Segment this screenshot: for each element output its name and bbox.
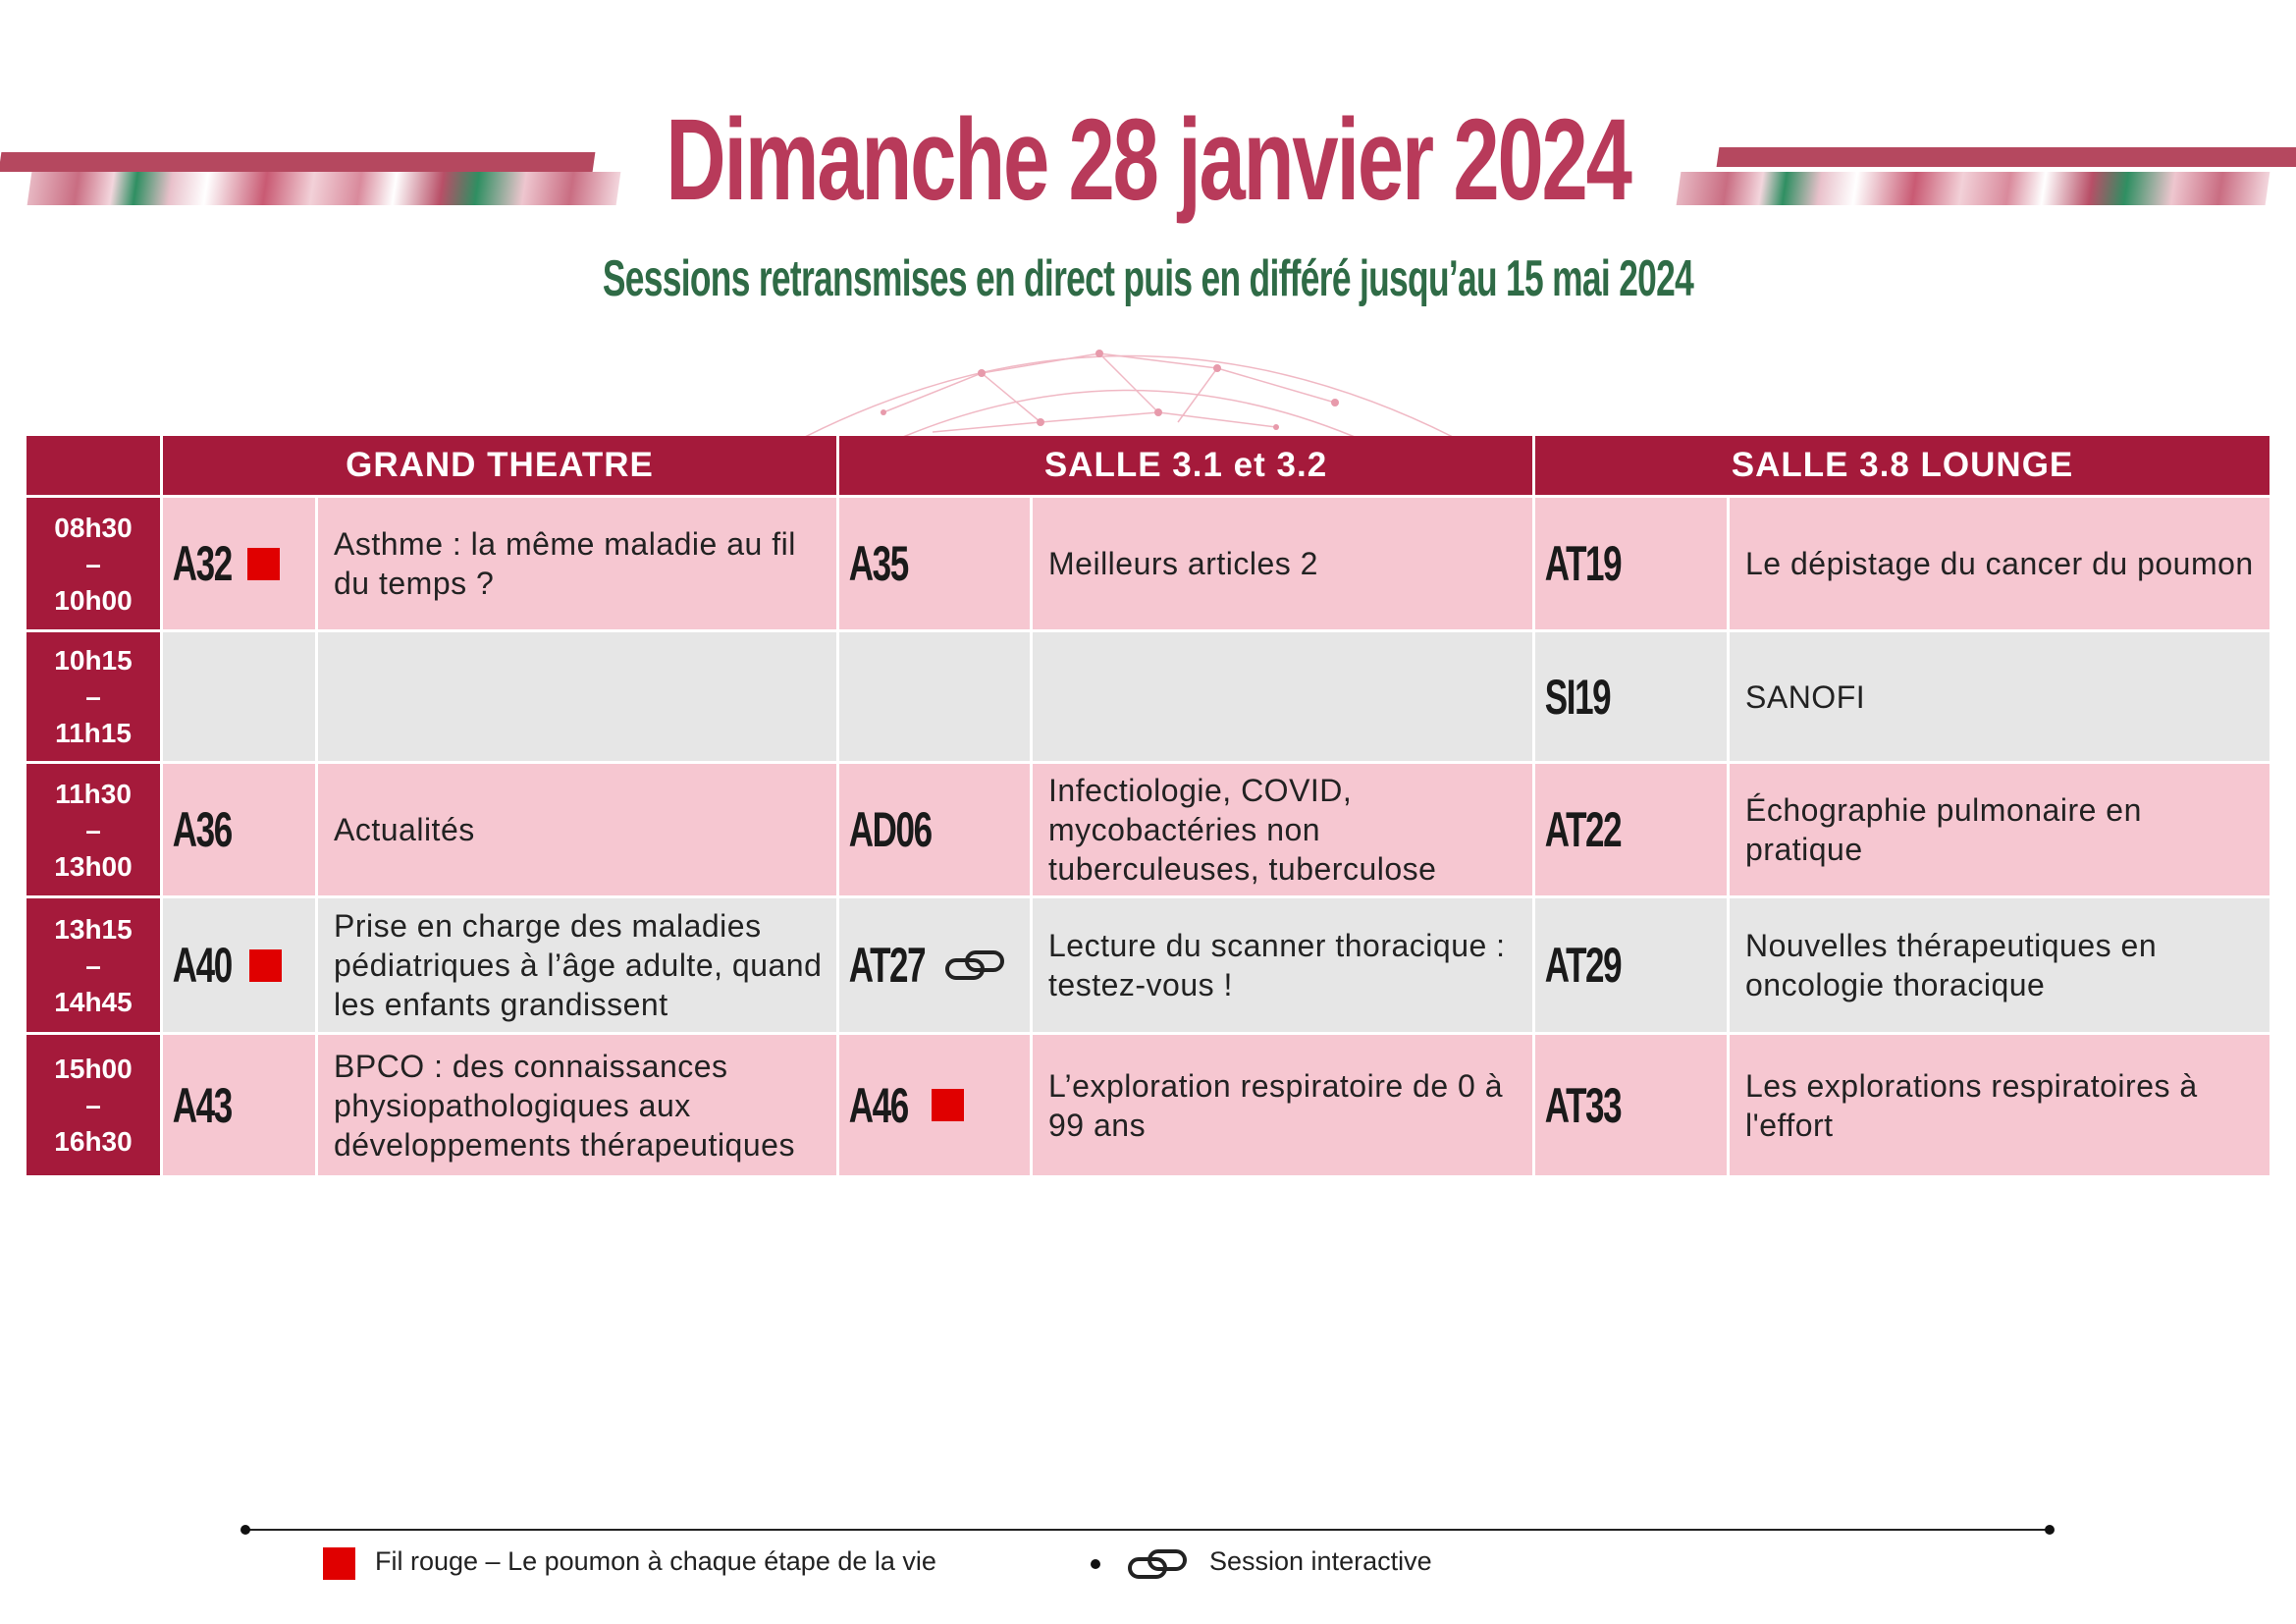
time-end: 13h00 (54, 850, 133, 882)
time-end: 16h30 (54, 1126, 133, 1157)
column-header-salle-3-8: SALLE 3.8 LOUNGE (1535, 436, 2269, 495)
session-title: Actualités (318, 764, 836, 895)
table-row (27, 898, 2269, 1032)
legend-interactive-label: Session interactive (1209, 1546, 1432, 1576)
time-end: 10h00 (54, 584, 133, 616)
fil-rouge-marker-icon (249, 949, 282, 982)
legend-fil-rouge-label: Fil rouge – Le poumon à chaque étape de la vie (375, 1546, 936, 1576)
session-title: BPCO : des connaissances physiopathologiques aux développements thérapeutiques (318, 1035, 836, 1175)
session-code-cell (839, 764, 1030, 895)
session-code-cell (1535, 1035, 1727, 1175)
table-row (27, 1035, 2269, 1175)
fil-rouge-marker-icon (932, 1089, 964, 1121)
session-code: A35 (848, 536, 908, 591)
legend-bullet (1091, 1559, 1100, 1569)
session-code: AT22 (1544, 802, 1622, 857)
column-header-grand-theatre: GRAND THEATRE (163, 436, 836, 495)
session-code-cell (839, 898, 1030, 1032)
session-title (1033, 632, 1532, 761)
legend-fil-rouge-marker-icon (323, 1547, 355, 1580)
time-start: 11h30 (55, 778, 132, 809)
time-separator: – (85, 548, 101, 579)
fil-rouge-marker-icon (247, 548, 280, 580)
time-start: 15h00 (54, 1054, 133, 1084)
session-code: A40 (172, 938, 232, 993)
session-code: A43 (172, 1077, 232, 1133)
session-title: Nouvelles thérapeutiques en oncologie thoracique (1730, 898, 2269, 1032)
time-slot (27, 1035, 160, 1175)
session-code-cell (163, 632, 315, 761)
session-code-cell (1535, 764, 1727, 895)
time-slot (27, 498, 160, 629)
session-code: AD06 (848, 802, 932, 857)
session-title: Échographie pulmonaire en pratique (1730, 764, 2269, 895)
time-separator: – (85, 814, 101, 845)
session-code: AT33 (1544, 1077, 1622, 1133)
session-code-cell (163, 764, 315, 895)
session-code-cell (839, 498, 1030, 629)
session-code: SI19 (1544, 669, 1611, 725)
time-start: 08h30 (54, 512, 133, 543)
session-title: Les explorations respiratoires à l'effort (1730, 1035, 2269, 1175)
legend-divider (245, 1529, 2050, 1531)
time-end: 11h15 (55, 718, 132, 748)
column-header-salle-3-1: SALLE 3.1 et 3.2 (839, 436, 1532, 495)
session-code-cell (839, 1035, 1030, 1175)
header-corner (27, 436, 160, 495)
session-code: A36 (172, 802, 232, 857)
session-code-cell (1535, 632, 1727, 761)
session-code: AT27 (848, 938, 926, 993)
legend-divider-dot-left (240, 1525, 250, 1535)
network-globe-decoration (785, 334, 1472, 437)
session-title: Infectiologie, COVID, mycobactéries non tuberculeuses, tuberculose (1033, 764, 1532, 895)
session-code-cell (163, 1035, 315, 1175)
session-title: L’exploration respiratoire de 0 à 99 ans (1033, 1035, 1532, 1175)
legend-interactive-chain-icon (1127, 1547, 1188, 1581)
session-title: Le dépistage du cancer du poumon (1730, 498, 2269, 629)
session-code-cell (1535, 498, 1727, 629)
table-header-row (27, 436, 2269, 495)
legend-divider-dot-right (2045, 1525, 2055, 1535)
session-code-cell (163, 498, 315, 629)
time-slot (27, 764, 160, 895)
time-start: 13h15 (54, 913, 133, 945)
time-slot (27, 898, 160, 1032)
table-row (27, 498, 2269, 629)
time-separator: – (85, 681, 101, 712)
session-code: AT29 (1544, 938, 1622, 993)
time-start: 10h15 (54, 645, 133, 676)
time-end: 14h45 (54, 986, 133, 1017)
page-title: Dimanche 28 janvier 2024 (666, 95, 1630, 225)
session-code-cell (839, 632, 1030, 761)
page-subtitle: Sessions retransmises en direct puis en différé jusqu’au 15 mai 2024 (602, 250, 1694, 307)
time-separator: – (85, 1090, 101, 1120)
session-title: Lecture du scanner thoracique : testez-vous ! (1033, 898, 1532, 1032)
session-code-cell (1535, 898, 1727, 1032)
table-row (27, 632, 2269, 761)
session-code: A32 (172, 536, 232, 591)
time-separator: – (85, 949, 101, 981)
session-title: Asthme : la même maladie au fil du temps ? (318, 498, 836, 629)
session-title: Prise en charge des maladies pédiatriques à l’âge adulte, quand les enfants grandissent (318, 898, 836, 1032)
session-code-cell (163, 898, 315, 1032)
session-title (318, 632, 836, 761)
session-title: SANOFI (1730, 632, 2269, 761)
session-title: Meilleurs articles 2 (1033, 498, 1532, 629)
table-row (27, 764, 2269, 895)
session-code: A46 (848, 1077, 908, 1133)
interactive-session-chain-icon (944, 948, 1005, 982)
session-code: AT19 (1544, 536, 1622, 591)
time-slot (27, 632, 160, 761)
